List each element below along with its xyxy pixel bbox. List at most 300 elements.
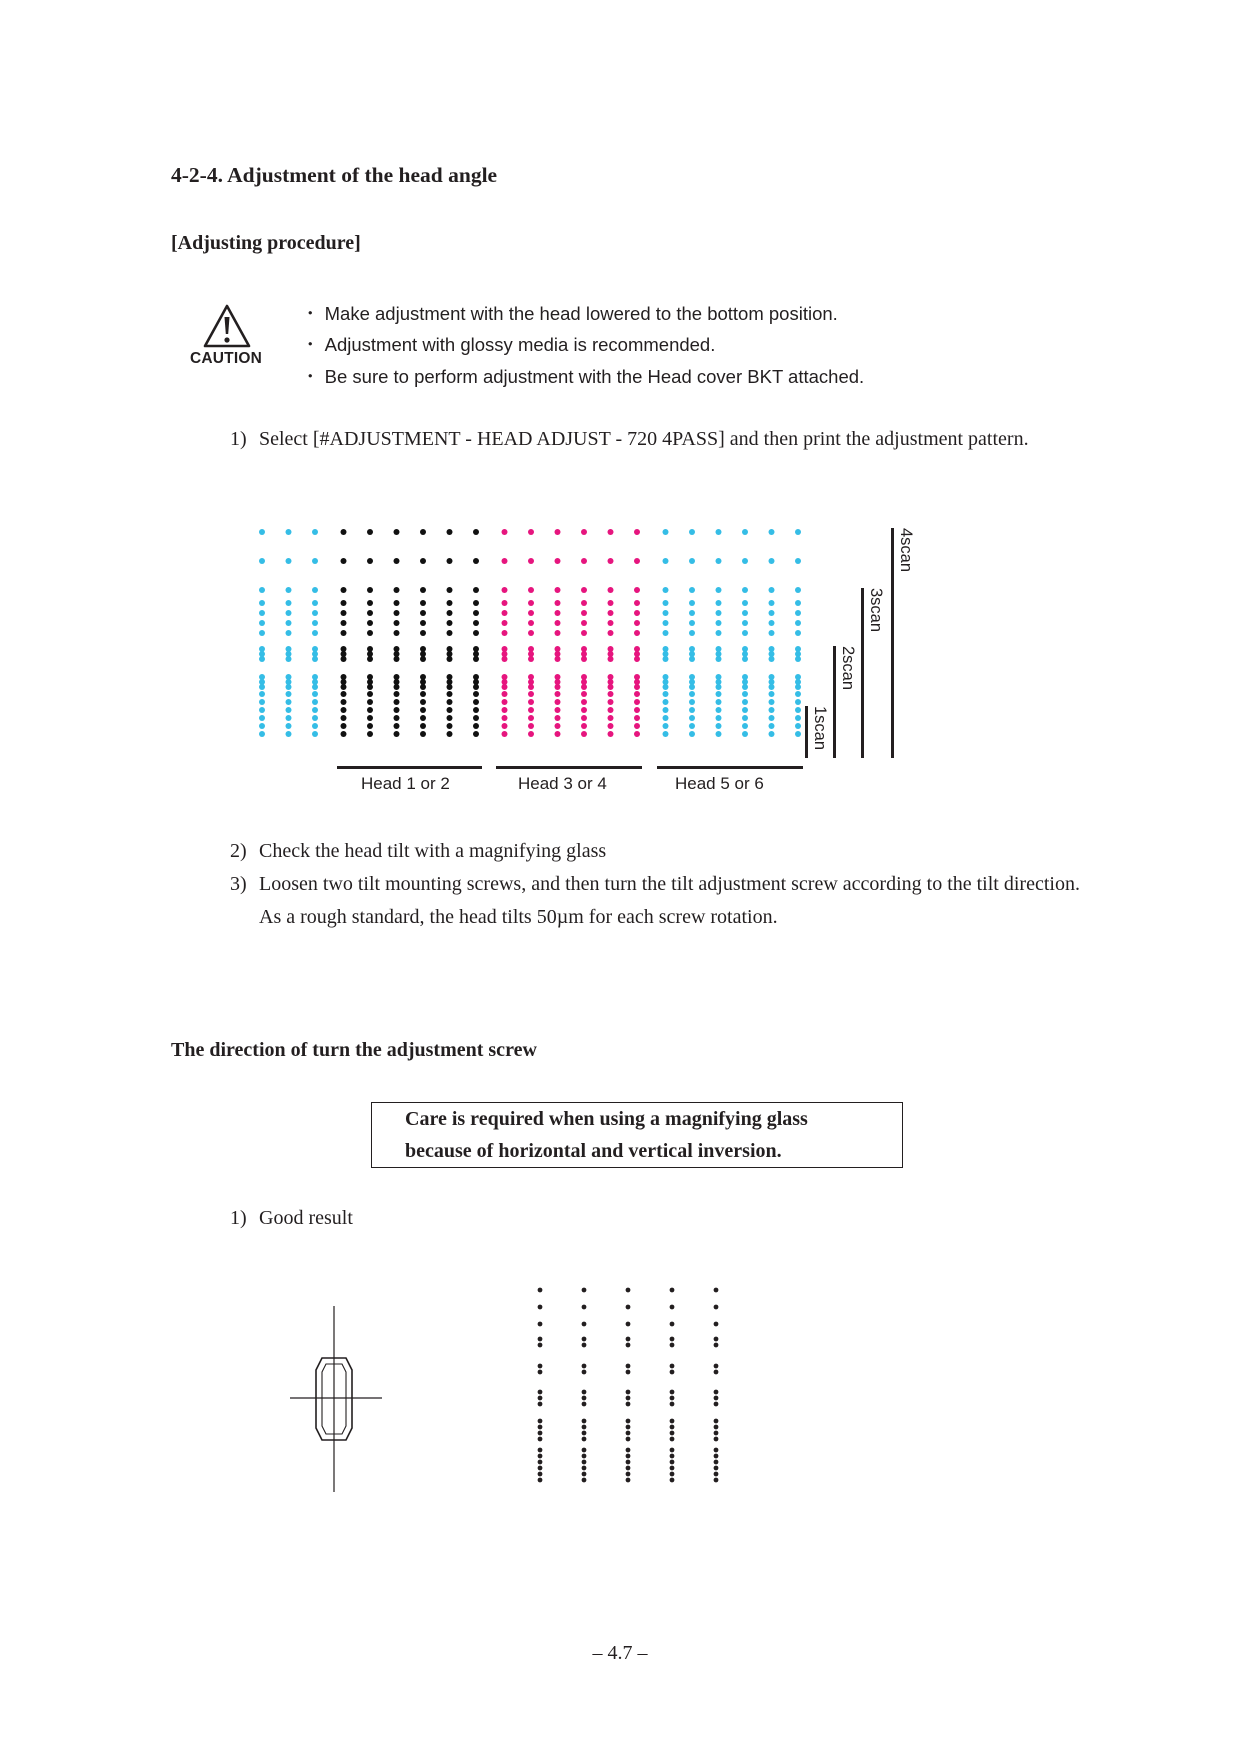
pattern-dot [367,723,373,729]
pattern-dot [447,656,453,662]
good-dot [714,1370,719,1375]
pattern-dot [312,630,318,636]
pattern-dot [473,620,479,626]
good-dot [538,1390,543,1395]
good-dot [582,1396,587,1401]
pattern-dot [286,691,292,697]
pattern-dot [581,707,587,713]
pattern-dot [286,587,292,593]
pattern-dot [394,684,400,690]
pattern-dot [367,600,373,606]
pattern-dot [528,731,534,737]
good-dot [714,1454,719,1459]
pattern-dot [341,691,347,697]
pattern-dot [341,684,347,690]
good-dot [714,1472,719,1477]
pattern-dot [473,691,479,697]
good-dot [538,1402,543,1407]
pattern-dot [394,731,400,737]
good-dot [582,1478,587,1483]
pattern-dot [473,707,479,713]
pattern-dot [394,691,400,697]
good-dot [714,1425,719,1430]
pattern-dot [689,630,695,636]
pattern-dot [555,731,561,737]
pattern-dot [581,620,587,626]
pattern-dot [555,630,561,636]
warning-triangle-icon [202,303,252,349]
pattern-dot [502,699,508,705]
pattern-dot [447,699,453,705]
pattern-dot [608,587,614,593]
pattern-dot [420,610,426,616]
pattern-dot [581,529,587,535]
good-dot [538,1425,543,1430]
pattern-dot [634,699,640,705]
good-dot [714,1478,719,1483]
pattern-dot [608,699,614,705]
pattern-dots [240,520,840,760]
pattern-dot [447,731,453,737]
pattern-dot [286,723,292,729]
pattern-dot [367,620,373,626]
pattern-dot [555,620,561,626]
pattern-dot [742,684,748,690]
good-dot [626,1337,631,1342]
good-dot [582,1322,587,1327]
pattern-dot [795,691,801,697]
good-dot [538,1288,543,1293]
pattern-dot [769,587,775,593]
good-dot [582,1448,587,1453]
pattern-dot [769,620,775,626]
good-dot [582,1305,587,1310]
pattern-dot [716,715,722,721]
pattern-dot [394,707,400,713]
pattern-dot [473,731,479,737]
pattern-dot [663,723,669,729]
pattern-dot [581,600,587,606]
pattern-dot [259,715,265,721]
good-dot [714,1402,719,1407]
pattern-dot [608,620,614,626]
pattern-dot [555,610,561,616]
pattern-dot [502,691,508,697]
procedure-heading: [Adjusting procedure] [171,232,361,254]
pattern-dot [689,684,695,690]
good-dot [626,1288,631,1293]
good-dot [670,1322,675,1327]
pattern-dot [420,684,426,690]
pattern-dot [795,684,801,690]
pattern-dot [795,731,801,737]
pattern-dot [608,630,614,636]
pattern-dot [742,600,748,606]
pattern-dot [581,731,587,737]
good-dot [582,1402,587,1407]
pattern-dot [555,558,561,564]
pattern-dot [769,731,775,737]
pattern-dot [367,715,373,721]
step-item: 3) Loosen two tilt mounting screws, and then turn the tilt adjustment screw according to the tilt direction. As a rough standard, the head tilts 50µm for each screw rotation. [230,873,1080,928]
good-dot [714,1322,719,1327]
pattern-dot [634,723,640,729]
pattern-dot [286,731,292,737]
pattern-dot [447,587,453,593]
pattern-dot [689,620,695,626]
pattern-dot [555,529,561,535]
pattern-dot [663,715,669,721]
pattern-dot [447,630,453,636]
good-dot [626,1419,631,1424]
pattern-dot [367,529,373,535]
pattern-dot [341,600,347,606]
pattern-dot [312,691,318,697]
pattern-dot [742,656,748,662]
pattern-dot [473,684,479,690]
good-dot [626,1305,631,1310]
pattern-dot [528,620,534,626]
good-dot [626,1472,631,1477]
good-dot [670,1305,675,1310]
pattern-dot [259,691,265,697]
pattern-dot [634,529,640,535]
good-dot [626,1431,631,1436]
pattern-dot [341,699,347,705]
pattern-dot [689,587,695,593]
good-dot [538,1337,543,1342]
page-number: – 4.7 – [592,1642,648,1664]
good-dot [670,1472,675,1477]
pattern-dot [689,723,695,729]
pattern-dot [795,558,801,564]
pattern-dot [502,684,508,690]
scan-bar [861,588,864,758]
pattern-dot [742,707,748,713]
pattern-dot [473,558,479,564]
good-dot [714,1343,719,1348]
pattern-dot [394,715,400,721]
good-dot [670,1402,675,1407]
pattern-dot [742,699,748,705]
good-dot [582,1343,587,1348]
pattern-dot [769,723,775,729]
pattern-dot [634,558,640,564]
pattern-dot [502,529,508,535]
pattern-dot [259,630,265,636]
scan-label: 2scan [839,646,857,691]
pattern-dot [473,656,479,662]
pattern-dot [528,707,534,713]
pattern-dot [769,529,775,535]
pattern-dot [420,707,426,713]
pattern-dot [420,731,426,737]
pattern-dot [634,587,640,593]
pattern-dot [608,600,614,606]
pattern-dot [420,587,426,593]
pattern-dot [420,699,426,705]
good-dot [714,1364,719,1369]
pattern-dot [795,699,801,705]
pattern-dot [259,587,265,593]
pattern-dot [634,600,640,606]
pattern-dot [742,610,748,616]
note-box [371,1102,903,1168]
pattern-dot [742,587,748,593]
pattern-dot [555,699,561,705]
pattern-dot [663,699,669,705]
pattern-dot [420,630,426,636]
pattern-dot [286,684,292,690]
good-dot [582,1437,587,1442]
pattern-dot [286,600,292,606]
pattern-dot [473,529,479,535]
pattern-dot [259,610,265,616]
pattern-dot [341,558,347,564]
good-dot [626,1478,631,1483]
scan-label: 3scan [867,588,885,633]
pattern-dot [716,620,722,626]
pattern-dot [608,558,614,564]
pattern-dot [716,630,722,636]
pattern-dot [581,587,587,593]
pattern-dot [769,715,775,721]
good-dot [582,1288,587,1293]
pattern-dot [341,707,347,713]
pattern-dot [555,600,561,606]
pattern-dot [528,691,534,697]
pattern-dot [528,699,534,705]
step-item: 1) Select [#ADJUSTMENT - HEAD ADJUST - 720 4PASS] and then print the adjustment pattern. [230,428,1029,450]
pattern-dot [689,558,695,564]
good-dot [670,1370,675,1375]
pattern-dot [555,587,561,593]
good-dot [626,1402,631,1407]
caution-label: CAUTION [190,350,263,367]
pattern-dot [367,699,373,705]
pattern-dot [716,558,722,564]
pattern-dot [502,630,508,636]
pattern-dot [259,731,265,737]
pattern-dot [581,610,587,616]
pattern-dot [367,630,373,636]
pattern-dot [502,600,508,606]
pattern-dot [663,610,669,616]
good-dot [670,1437,675,1442]
pattern-dot [663,587,669,593]
pattern-dot [259,684,265,690]
good-dot [538,1437,543,1442]
caution-bullet: ・ Be sure to perform adjustment with the Head cover BKT attached. [301,366,865,387]
pattern-dot [689,707,695,713]
pattern-dot [716,600,722,606]
pattern-dot [528,684,534,690]
good-dot [582,1390,587,1395]
pattern-dot [581,715,587,721]
pattern-dot [769,656,775,662]
pattern-dot [259,656,265,662]
pattern-dot [367,691,373,697]
pattern-dot [502,558,508,564]
pattern-dot [502,707,508,713]
pattern-dot [312,715,318,721]
pattern-dot [742,630,748,636]
note-line: because of horizontal and vertical inversion. [405,1140,782,1162]
pattern-dot [394,630,400,636]
pattern-dot [312,600,318,606]
pattern-dot [581,684,587,690]
pattern-dot [502,731,508,737]
scan-bar [891,528,894,758]
pattern-dot [663,558,669,564]
caution-bullet: ・ Make adjustment with the head lowered to the bottom position. [301,303,838,324]
pattern-dot [663,630,669,636]
pattern-dot [341,587,347,593]
good-dot [670,1396,675,1401]
pattern-dot [259,707,265,713]
good-dot [670,1478,675,1483]
pattern-dot [716,610,722,616]
pattern-dot [581,691,587,697]
pattern-dot [795,723,801,729]
pattern-dot [473,699,479,705]
good-dot [582,1370,587,1375]
head-label: Head 3 or 4 [518,774,607,793]
step-item: 1) Good result [230,1207,353,1229]
pattern-dot [394,558,400,564]
good-dot [626,1390,631,1395]
pattern-dot [394,610,400,616]
pattern-dot [447,707,453,713]
good-dot [714,1288,719,1293]
pattern-dot [394,529,400,535]
pattern-dot [634,691,640,697]
pattern-dot [663,684,669,690]
pattern-dot [312,684,318,690]
pattern-dot [795,620,801,626]
adjustment-pattern [240,520,920,800]
good-dot [714,1390,719,1395]
pattern-dot [716,684,722,690]
pattern-dot [795,715,801,721]
pattern-dot [608,684,614,690]
pattern-dot [394,699,400,705]
pattern-dot [341,715,347,721]
pattern-dot [473,610,479,616]
pattern-dot [634,731,640,737]
pattern-dot [312,587,318,593]
good-dot [670,1390,675,1395]
good-dot [626,1448,631,1453]
pattern-dot [259,699,265,705]
good-dot [538,1466,543,1471]
good-dot [582,1364,587,1369]
good-dot [714,1431,719,1436]
pattern-dot [795,707,801,713]
pattern-dot [742,529,748,535]
pattern-dot [528,723,534,729]
pattern-dot [259,723,265,729]
scan-label: 1scan [811,706,829,751]
pattern-dot [312,656,318,662]
pattern-dot [663,731,669,737]
pattern-dot [716,731,722,737]
pattern-dot [608,529,614,535]
good-dot [670,1448,675,1453]
pattern-dot [581,630,587,636]
pattern-dot [769,699,775,705]
good-dot [538,1472,543,1477]
pattern-dot [663,620,669,626]
pattern-dot [634,620,640,626]
pattern-dot [502,610,508,616]
good-dot [538,1343,543,1348]
pattern-dot [312,620,318,626]
good-dot [626,1322,631,1327]
pattern-dot [394,600,400,606]
good-dot [626,1466,631,1471]
good-dot [670,1454,675,1459]
pattern-dot [367,731,373,737]
pattern-dot [286,715,292,721]
pattern-dot [367,707,373,713]
pattern-dot [555,691,561,697]
good-dot [626,1460,631,1465]
pattern-dot [634,715,640,721]
step-item: 2) Check the head tilt with a magnifying glass [230,840,607,862]
pattern-dot [716,707,722,713]
good-dot [538,1370,543,1375]
pattern-dot [769,610,775,616]
pattern-dot [502,656,508,662]
head-label: Head 1 or 2 [361,774,450,793]
good-dot [670,1460,675,1465]
pattern-dot [473,630,479,636]
good-dot [626,1343,631,1348]
pattern-dot [608,715,614,721]
pattern-dot [341,620,347,626]
pattern-dot [555,715,561,721]
pattern-dot [420,723,426,729]
good-dot [582,1425,587,1430]
note-line: Care is required when using a magnifying glass [405,1108,808,1130]
pattern-dot [473,587,479,593]
good-dot [670,1343,675,1348]
pattern-dot [447,723,453,729]
pattern-dot [769,684,775,690]
good-dot [670,1337,675,1342]
pattern-dot [742,558,748,564]
pattern-dot [502,715,508,721]
pattern-dot [689,691,695,697]
pattern-dot [420,558,426,564]
good-dot [582,1460,587,1465]
section-title: 4-2-4. Adjustment of the head angle [171,163,498,187]
pattern-dot [581,723,587,729]
pattern-dot [312,699,318,705]
pattern-dot [528,529,534,535]
pattern-dot [367,610,373,616]
pattern-dot [447,529,453,535]
pattern-dot [689,731,695,737]
good-dot [714,1460,719,1465]
pattern-dot [259,600,265,606]
pattern-dot [528,656,534,662]
pattern-dot [341,610,347,616]
pattern-dot [769,691,775,697]
pattern-dot [447,558,453,564]
pattern-dot [608,691,614,697]
